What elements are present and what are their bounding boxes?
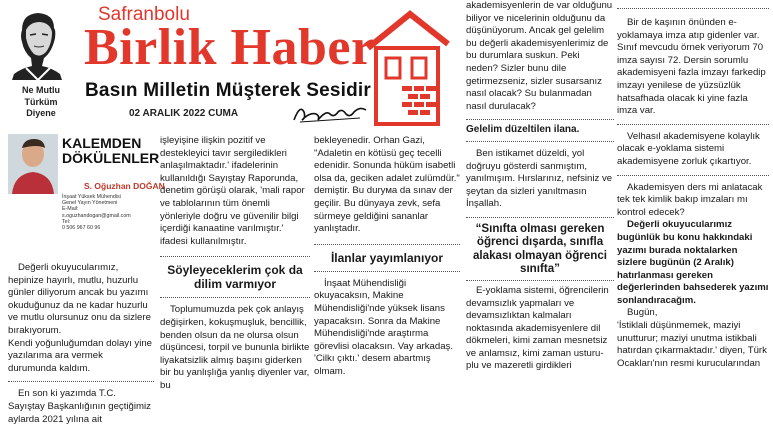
issue-date: 02 ARALIK 2022 CUMA xyxy=(129,108,239,119)
pull-quote: “Sınıfta olması gereken öğrenci dışarda, sınıfla alakası olmayan öğrenci sınıfta” xyxy=(472,221,608,276)
divider xyxy=(160,297,310,298)
divider xyxy=(617,8,769,9)
paragraph: En son ki yazımda T.C. Sayıştay Başkanlığının geçtiğimiz aylarda 2021 yılına ait xyxy=(8,388,151,425)
column-5 xyxy=(617,0,769,370)
column-title: KALEMDEN DÖKÜLENLER xyxy=(62,135,160,166)
paragraph: işleyişine ilişkin pozitif ve destekleyici tavır sergiledikleri anlaşılmaktadır.' ifadelerinin kullanıldığı Sayıştay Raporunda, denetim görüşü olarak, 'mali rapor ve tablolarının tüm önemli yönleriyle doğru ve güvenilir bilgi içerdiği kanaatine varılmıştır.' ifadesi kullanılmıştır. xyxy=(160,135,305,247)
divider xyxy=(617,124,769,125)
ataturk-portrait xyxy=(8,8,66,80)
paragraph: Akademisyen ders mi anlatacak tek tek kimlik bakıp imzaları mı kontrol edecek? xyxy=(617,181,763,218)
author-contact: İnşaat Yüksek Mühendisi Genel Yayın Yönetmeni E-Mail: s.oguzhandogan@gmail.com Tel: 0 506 967 60 96 xyxy=(62,194,131,232)
paragraph: Bugün, xyxy=(627,307,658,319)
divider xyxy=(466,119,614,120)
motto: Ne Mutlu Türküm Diyene xyxy=(22,85,60,118)
divider xyxy=(466,141,614,142)
paragraph: Toplumumuzda pek çok anlayış değişirken, kokuşmuşluk, bencillik, benden olsun da ne olursa olsun düşüncesi, torpil ve bununla birlikte liyakatsizlik almış başını giderken bir bu yanlışlığa yanlış diyenler var, bu xyxy=(160,304,310,391)
paragraph: akademisyenlerin de var olduğunu biliyor ve nicelerinin olduğunu da düşünüyorum. Ancak gel gelelim bu değerli akademisyenlerimiz de bu durumlara suskun. Peki neden? Sizler bunu dile getirmezseniz, sizler susarsanız nasıl olacak? Su bulanmadan nasıl durulacak? xyxy=(466,0,613,112)
paragraph: Kendi yoğunluğumdan dolayı yine yazılarıma ara vermek durumunda kaldım. xyxy=(8,337,153,374)
column-4 xyxy=(466,0,614,373)
divider xyxy=(466,280,614,281)
section-heading: İlanlar yayımlanıyor xyxy=(330,250,444,265)
divider xyxy=(314,271,460,272)
paragraph: İnşaat Mühendisliği okuyacaksın, Makine Mühendisliği'nde yüksek lisans yapacaksın. Sonra da Makine Mühendisliği'nde araştırma görevlisi olacaksın. Vay arkadaş. 'Cilkı çıktı.' desem abartmış olmam. xyxy=(314,277,453,377)
paragraph-heading: Gelelim düzeltilen ilana. xyxy=(466,124,580,136)
ataturk-signature-icon xyxy=(290,100,372,126)
section-heading: Söyleyeceklerim çok da dilim varmıyor xyxy=(167,263,303,292)
divider xyxy=(314,244,460,245)
divider xyxy=(617,175,769,176)
newspaper-title: Birlik Haber xyxy=(84,19,375,76)
paragraph: Değerli okuyucularımız bugünlük bu konu hakkındaki yazımı burada noktalarken sizlere bugünün (2 Aralık) hatırlanması gereken değerlerinden bahsederek yazımı sonlandıracağım. xyxy=(617,219,769,306)
paragraph: Ben istikamet düzeldi, yol doğruyu gösterdi sanmıştım, yanılmışım. Hırslarınız, nefsiniz ve şeytan da sizleri yanıltmasın İnşallah. xyxy=(466,147,613,210)
paragraph: Bir de kaşının önünden e-yoklamaya imza atıp gidenler var. Sınıf mevcudu örnek veriyorum 70 imza sayısı 72. Dersin sorumlu akademisyeni fazla imzayı farkedip imzayı yenilese de yüzsüzlük hatsafhada olacak ki yine fazla imza var. xyxy=(617,17,766,117)
paragraph: bekleyenedir. Orhan Gazi, "Adaletin en kötüsü geç tecelli edenidir. Sonunda hüküm isabetli olsa da, geciken adalet zulümdür." demiştir. Bu durума da sınav der geçilir. Bu dünyaya zevk, sefa sürmeye geldiğini sananlar yanlıştadır. xyxy=(314,135,460,235)
divider xyxy=(160,256,310,257)
divider xyxy=(466,217,614,218)
column-1 xyxy=(8,262,154,426)
paragraph: Değerli okuyucularımız, hepinize hayırlı, mutlu, huzurlu günler diliyorum ancak bu yazımı okuduğunuz da ne kadar huzurlu ve mutlu olursunuz onu da sizlere bırakıyorum. xyxy=(8,262,151,336)
divider xyxy=(8,381,154,382)
column-2 xyxy=(160,135,310,393)
author-photo xyxy=(8,134,58,194)
paragraph: 'İstiklali düşünmemek, maziyi unutturur; maziyi unutma istikbali hatırdan çıkarmaktadır.' diyen, Türk Ocakları'nın resmi kurucularından xyxy=(617,320,767,369)
city-label: Safranbolu xyxy=(98,4,190,25)
paragraph: Velhasıl akademisyene kolaylık olacak e-yoklama sistemi akademisyene zorluk çıkartıyor. xyxy=(617,130,760,167)
safranbolu-house-logo xyxy=(364,8,450,128)
author-name: S. Oğuzhan DOĞAN xyxy=(84,181,165,191)
column-3 xyxy=(314,135,460,379)
paragraph: E-yoklama sistemi, öğrencilerin devamsızlık yapmaları ve devamsızlıktan kalmaları noktasında akademisyenlere dil dökmeleri, kimi zaman mesnetsiz ve anlamsız, kimi zaman usturu-plu ve mazeretli girdikleri xyxy=(466,284,609,372)
newspaper-subtitle: Basın Milletin Müşterek Sesidir xyxy=(85,80,372,101)
